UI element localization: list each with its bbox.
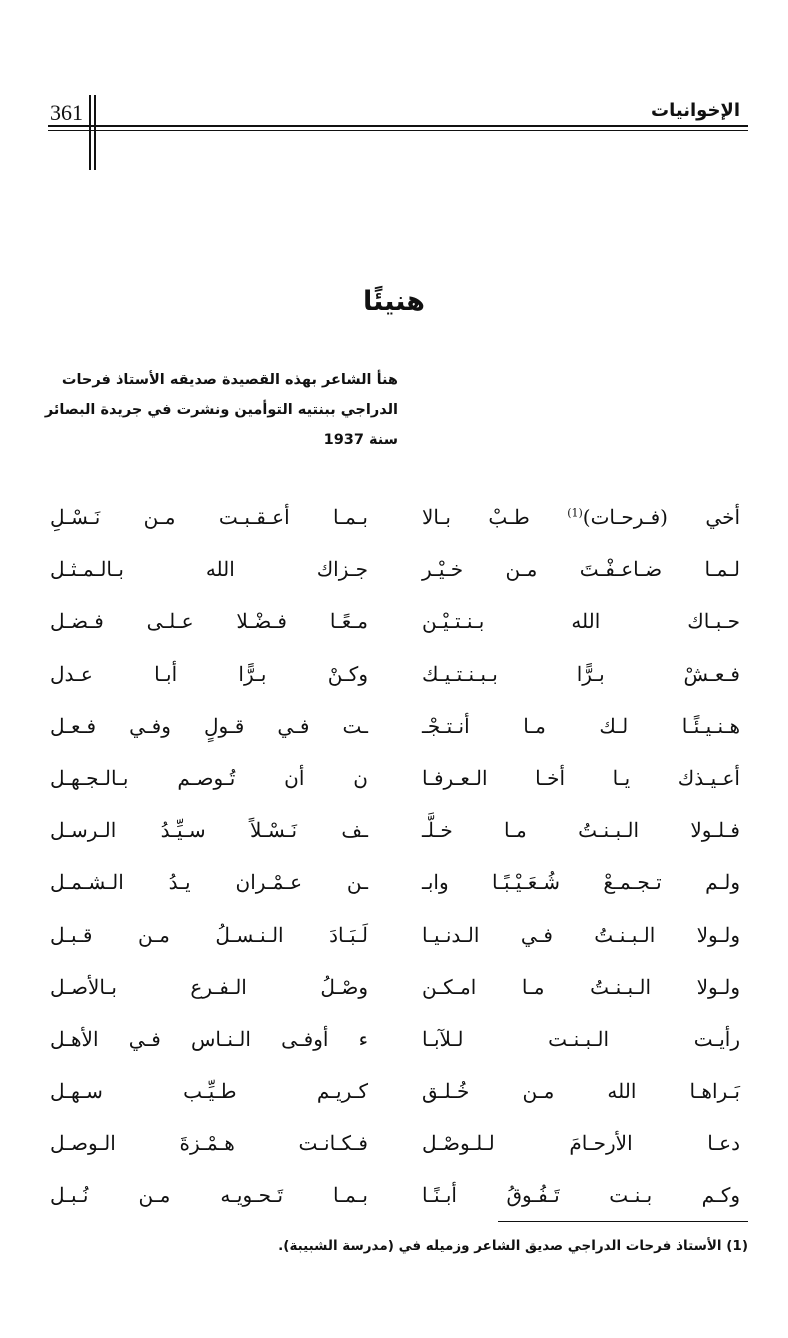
second-hemistich: ء أوفـى الـنـاس فـي الأهـل: [50, 1026, 368, 1051]
intro-line: هنأ الشاعر بهذه القصيدة صديقه الأستاذ فرحات: [61, 372, 398, 388]
second-hemistich: ـن عـمْـران يـدُ الـشـمـل: [50, 870, 368, 895]
first-hemistich: ولـولا الـبـنـتُ مـا امـكـن: [422, 974, 740, 999]
first-hemistich: حـبـاك الله بـنـتـيْـن: [422, 609, 740, 634]
verse: [40, 913, 740, 965]
first-hemistich: لـمـا ضـاعـفْـتَ مـن خـيْـر: [422, 557, 740, 582]
first-hemistich: ولـولا الـبـنـتُ فـي الـدنـيـا: [422, 922, 740, 947]
intro-line: الدراجي ببنتيه التوأمين ونشرت في جريدة البصائر: [44, 402, 398, 418]
first-hemistich: هـنـيـئًـا لـك مـا أنـتـجْـ: [422, 713, 740, 738]
intro-line: سنة 1937: [323, 432, 398, 448]
first-hemistich: فـلـولا الـبـنـتُ مـا خـلَّـ: [422, 818, 740, 843]
running-title: الإخوانيات: [651, 100, 740, 121]
second-hemistich: بـمـا أعـقـبـت مـن نَـسْـلِ: [50, 505, 368, 529]
poem-intro: [40, 365, 398, 455]
second-hemistich: وصْـلُ الـفـرع بـالأصـل: [50, 974, 368, 999]
verse: [40, 965, 740, 1017]
header-rule: [48, 125, 748, 127]
verse: [40, 1069, 740, 1121]
hemistich-text: طـبْ بـالا: [422, 505, 568, 529]
verse: [40, 652, 740, 704]
verse: [40, 1017, 740, 1069]
poem-body: [40, 495, 740, 1226]
verse: [40, 860, 740, 912]
header-vertical-rule: [89, 95, 91, 170]
poem-title: هنيئًا: [363, 286, 425, 317]
second-hemistich: ـت فـي قـولٍ وفـي فـعـل: [50, 713, 368, 738]
first-hemistich: دعـا الأرحـامَ لـلـوصْـل: [422, 1131, 740, 1156]
verse: [40, 808, 740, 860]
second-hemistich: ن أن تُـوصـم بـالـجـهـل: [50, 765, 368, 790]
second-hemistich: فـكـانـت هـمْـزةَ الـوصـل: [50, 1131, 368, 1156]
second-hemistich: بـمـا تَـحـويـه مـن نُـبـل: [50, 1183, 368, 1208]
verse: [40, 756, 740, 808]
first-hemistich: فـعـشْ بـرًّا بـبـنـتـيـك: [422, 661, 740, 686]
second-hemistich: جـزاك الله بـالـمـثـل: [50, 557, 368, 582]
second-hemistich: كـريـم طـيِّـب سـهـل: [50, 1079, 368, 1104]
second-hemistich: لَـبَـادَ الـنـسـلُ مـن قـبـل: [50, 922, 368, 947]
first-hemistich: رأيـت الـبـنـت لـلآبـا: [422, 1026, 740, 1051]
verse: [40, 1173, 740, 1225]
page-number: 361: [50, 100, 83, 125]
hemistich-text: أخي (فـرحـات): [582, 505, 740, 529]
verse: [40, 495, 740, 547]
first-hemistich: ولـم تـجـمـعْ شُـعَـيْـبًـا وابـ: [422, 870, 740, 895]
footnote-marker: (1): [567, 506, 583, 520]
first-hemistich: [422, 495, 740, 539]
second-hemistich: مـعًـا فـضْـلا عـلـى فـضـل: [50, 609, 368, 634]
verse: [40, 599, 740, 651]
first-hemistich: وكـم بـنـت تَـفُـوقُ أبـنًـا: [422, 1183, 740, 1208]
second-hemistich: ـف نَـسْـلاً سـيِّـدُ الـرسـل: [50, 818, 368, 843]
verse: [40, 547, 740, 599]
header-rule-thin: [48, 130, 748, 131]
first-hemistich: بَـراهـا الله مـن خُـلـق: [422, 1079, 740, 1104]
first-hemistich: أعـيـذك يـا أخـا الـعـرفـا: [422, 765, 740, 790]
footnote: (1) الأستاذ فرحات الدراجي صديق الشاعر وزميله في (مدرسة الشبيبة).: [278, 1238, 748, 1254]
header-vertical-rule-second: [94, 95, 96, 170]
verse: [40, 1121, 740, 1173]
footnote-rule: [498, 1221, 748, 1222]
second-hemistich: وكـنْ بـرًّا أبـا عـدل: [50, 661, 368, 686]
verse: [40, 704, 740, 756]
